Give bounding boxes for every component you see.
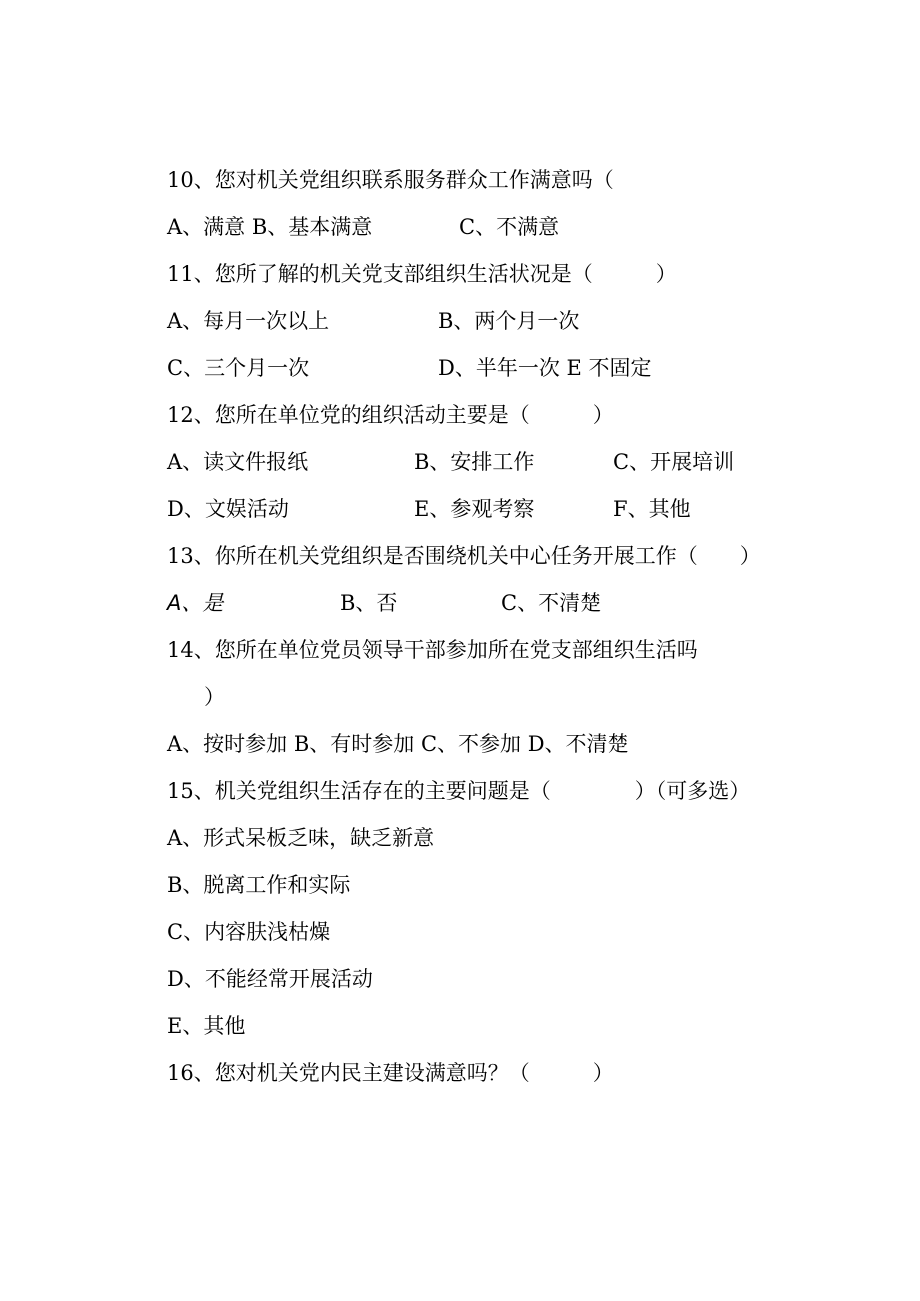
option-text: C、开展培训 [613, 450, 735, 474]
question-10: 10、您对机关党组织联系服务群众工作满意吗（ [167, 168, 614, 192]
question-15-option-a: A、形式呆板乏味，缺乏新意 [167, 826, 435, 850]
question-13: 13、你所在机关党组织是否围绕机关中心任务开展工作（ ） [167, 544, 761, 568]
question-16: 16、您对机关党内民主建设满意吗？（ ） [167, 1061, 614, 1085]
option-text: A、满意 B、基本满意 [167, 215, 373, 239]
question-15: 15、机关党组织生活存在的主要问题是（ ）（可多选） [167, 779, 751, 803]
option-text: A、读文件报纸 [167, 450, 309, 474]
option-text: C、不满意 [459, 215, 560, 239]
question-14-continuation: ） [204, 685, 225, 709]
question-15-option-c: C、内容肤浅枯燥 [167, 920, 331, 944]
question-14-options: A、按时参加 B、有时参加 C、不参加 D、不清楚 [167, 732, 629, 756]
option-text: D、半年一次 E 不固定 [438, 356, 652, 380]
option-text: C、三个月一次 [167, 356, 310, 380]
option-text: C、不清楚 [501, 591, 602, 615]
question-15-option-d: D、不能经常开展活动 [167, 967, 373, 991]
option-text: E、参观考察 [414, 497, 535, 521]
option-text: B、否 [340, 591, 398, 615]
option-text: A、每月一次以上 [167, 309, 330, 333]
question-11: 11、您所了解的机关党支部组织生活状况是（ ） [167, 262, 677, 286]
question-14: 14、您所在单位党员领导干部参加所在党支部组织生活吗 [167, 638, 698, 662]
option-text: F、其他 [613, 497, 691, 521]
option-text: B、安排工作 [414, 450, 535, 474]
question-15-option-e: E、其他 [167, 1014, 246, 1038]
option-text: A、是 [167, 591, 224, 615]
question-15-option-b: B、脱离工作和实际 [167, 873, 351, 897]
question-12: 12、您所在单位党的组织活动主要是（ ） [167, 403, 614, 427]
option-text: B、两个月一次 [438, 309, 580, 333]
option-text: D、文娱活动 [167, 497, 289, 521]
